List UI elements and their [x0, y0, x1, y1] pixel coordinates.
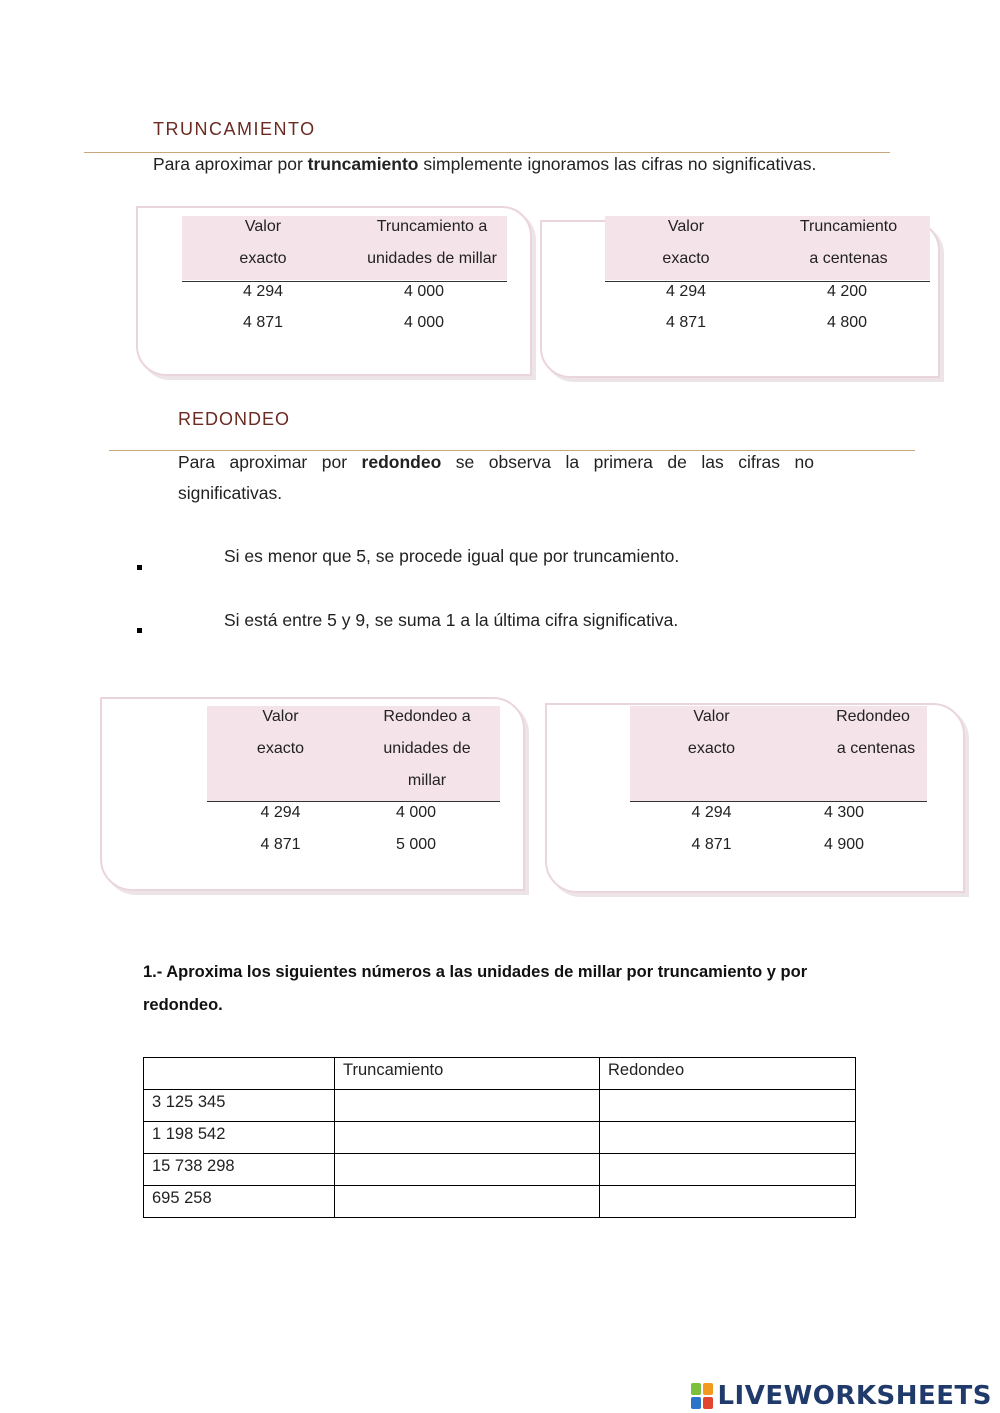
header-cell: Truncamiento	[335, 1058, 600, 1090]
table-cell: 4 871	[242, 314, 284, 331]
header-cell	[144, 1058, 335, 1090]
table-cell: 4 000	[403, 283, 445, 300]
exercise-table	[143, 1057, 856, 1218]
table-cell: 4 900	[823, 836, 865, 853]
header-cell: Redondeo	[600, 1058, 856, 1090]
intro-keyword: redondeo	[361, 452, 442, 472]
truncamiento-intro	[153, 149, 817, 180]
table-header-row	[144, 1058, 856, 1090]
header-cell: a centenas	[809, 250, 888, 267]
table-row	[144, 1186, 856, 1218]
table-cell: 4 200	[826, 283, 868, 300]
bullet-item: Si es menor que 5, se procede igual que por truncamiento.	[224, 546, 680, 566]
table-cell: 4 000	[403, 314, 445, 331]
redondeo-intro	[178, 447, 814, 509]
intro-keyword: truncamiento	[307, 154, 419, 174]
truncamiento-answer-cell[interactable]	[335, 1090, 600, 1122]
table-cell: 5 000	[395, 836, 437, 853]
header-cell: Valor	[693, 708, 730, 725]
header-cell: Valor	[244, 218, 282, 235]
bullet-marker	[137, 565, 142, 570]
number-cell: 695 258	[144, 1186, 335, 1218]
header-cell: unidades de millar	[367, 250, 497, 267]
intro-text: se observa la primera de las cifras no significativas.	[178, 452, 814, 503]
exercise-title: 1.- Aproxima los siguientes números a las unidades de millar por truncamiento y por redondeo.	[143, 963, 808, 1014]
header-cell: Redondeo	[836, 708, 910, 725]
table-row	[144, 1122, 856, 1154]
redondeo-answer-cell[interactable]	[600, 1154, 856, 1186]
intro-text: Para aproximar por	[153, 154, 308, 174]
table-cell: 4 000	[395, 804, 437, 821]
table-cell: 4 871	[260, 836, 301, 853]
table-cell: 4 294	[665, 283, 707, 300]
truncamiento-answer-cell[interactable]	[335, 1122, 600, 1154]
header-cell: exacto	[256, 740, 305, 757]
table-cell: 4 294	[260, 804, 301, 821]
redondeo-answer-cell[interactable]	[600, 1122, 856, 1154]
table-cell: 4 294	[242, 283, 284, 300]
header-cell: exacto	[687, 740, 736, 757]
table-cell: 4 294	[691, 804, 732, 821]
number-cell: 3 125 345	[144, 1090, 335, 1122]
header-cell: exacto	[662, 250, 710, 267]
header-cell: Valor	[262, 708, 299, 725]
bullet-marker	[137, 628, 142, 633]
header-cell: exacto	[239, 250, 287, 267]
redondeo-answer-cell[interactable]	[600, 1186, 856, 1218]
liveworksheets-logo	[691, 1381, 992, 1411]
table-row	[144, 1090, 856, 1122]
number-cell: 1 198 542	[144, 1122, 335, 1154]
header-cell: Truncamiento a	[376, 218, 488, 235]
header-cell: millar	[407, 772, 447, 789]
header-cell: a centenas	[836, 740, 916, 757]
redondeo-answer-cell[interactable]	[600, 1090, 856, 1122]
truncamiento-title: TRUNCAMIENTO	[153, 119, 316, 139]
table-cell: 4 871	[665, 314, 707, 331]
header-cell: Valor	[667, 218, 705, 235]
logo-mark-icon	[691, 1383, 713, 1409]
table-cell: 4 800	[826, 314, 868, 331]
number-cell: 15 738 298	[144, 1154, 335, 1186]
intro-text: simplemente ignoramos las cifras no significativas.	[418, 154, 817, 174]
header-cell: unidades de	[383, 740, 471, 757]
intro-text: Para aproximar por	[178, 452, 362, 472]
bullet-item: Si está entre 5 y 9, se suma 1 a la última cifra significativa.	[224, 610, 679, 630]
table-cell: 4 871	[691, 836, 732, 853]
table-cell: 4 300	[823, 804, 865, 821]
redondeo-title: REDONDEO	[178, 409, 291, 429]
logo-wordmark: LIVEWORKSHEETS	[717, 1381, 992, 1411]
header-cell: Truncamiento	[799, 218, 898, 235]
header-cell: Redondeo a	[383, 708, 471, 725]
truncamiento-answer-cell[interactable]	[335, 1186, 600, 1218]
truncamiento-answer-cell[interactable]	[335, 1154, 600, 1186]
table-row	[144, 1154, 856, 1186]
